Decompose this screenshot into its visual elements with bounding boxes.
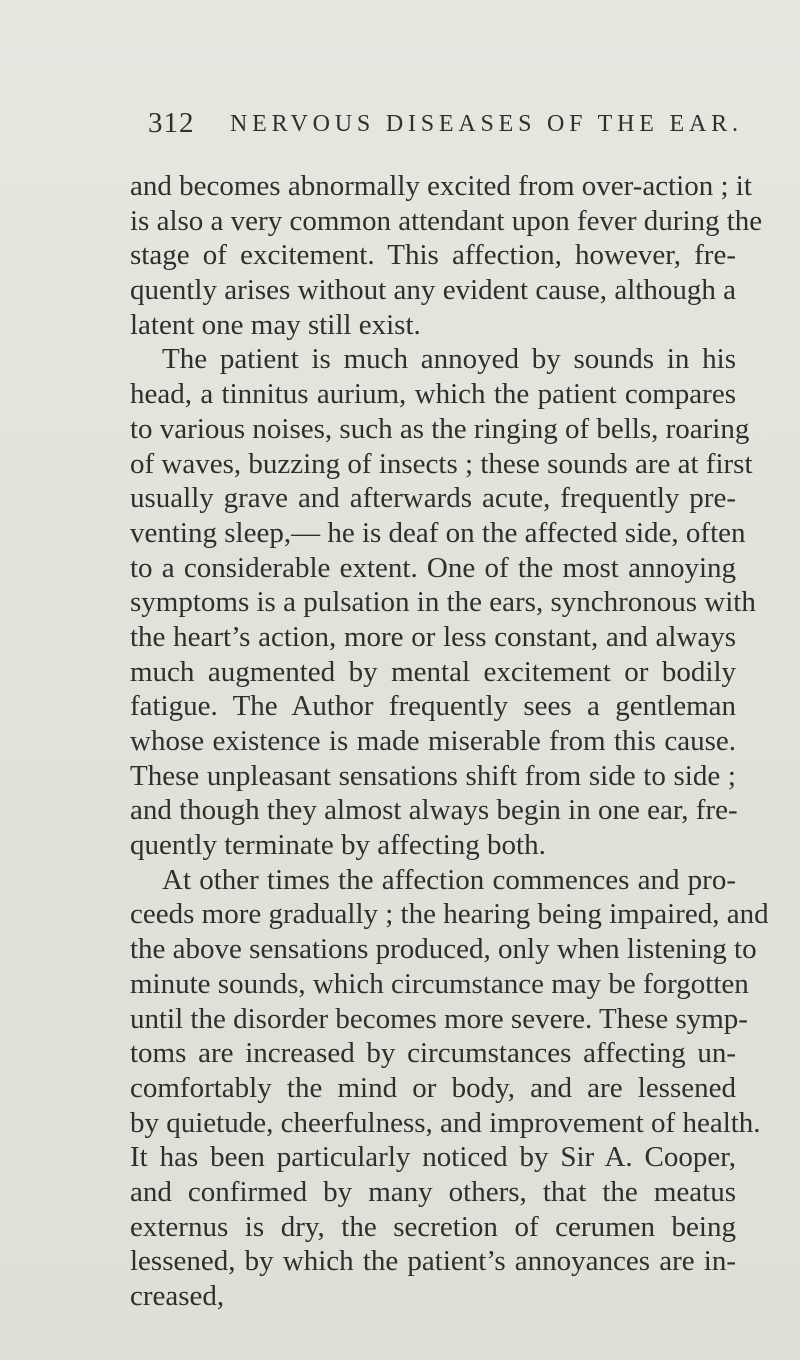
text-line: is also a very common attendant upon fever during the — [130, 204, 763, 237]
text-line: until the disorder becomes more severe. These symp- — [130, 1002, 748, 1035]
text-line: lessened, by which the patient’s annoyances are in- — [130, 1245, 736, 1278]
text-line: comfortably the mind or body, and are lessened — [130, 1071, 736, 1104]
text-line: to various noises, such as the ringing of bells, roaring — [130, 412, 750, 445]
text-line: the above sensations produced, only when listening to — [130, 933, 757, 966]
text-line: stage of excitement. This affection, however, fre- — [130, 239, 736, 272]
text-line: quently terminate by affecting both. — [130, 829, 546, 862]
text-line: ceeds more gradually ; the hearing being impaired, and — [130, 898, 769, 931]
running-head-title: NERVOUS DISEASES OF THE EAR. — [230, 111, 743, 137]
text-line: the heart’s action, more or less constant, and always — [130, 620, 736, 653]
text-line: creased, — [130, 1280, 225, 1312]
text-line: fatigue. The Author frequently sees a gentleman — [130, 690, 736, 723]
text-line: to a considerable extent. One of the most annoying — [130, 551, 736, 584]
text-line: usually grave and afterwards acute, frequently pre- — [130, 482, 736, 515]
text-line: latent one may still exist. — [130, 308, 421, 341]
text-line: by quietude, cheerfulness, and improvement of health. — [130, 1106, 761, 1139]
text-line: quently arises without any evident cause, although a — [130, 274, 736, 307]
text-line: minute sounds, which circumstance may be forgotten — [130, 967, 749, 1000]
text-line: venting sleep,— he is deaf on the affected side, often — [130, 516, 746, 549]
text-line: and confirmed by many others, that the meatus — [130, 1175, 736, 1208]
body-text — [130, 169, 769, 1314]
text-line: symptoms is a pulsation in the ears, synchronous with — [130, 586, 756, 619]
text-line: whose existence is made miserable from this cause. — [130, 725, 736, 757]
text-line: These unpleasant sensations shift from side to side ; — [130, 759, 736, 792]
page-header — [148, 107, 763, 147]
page-number: 312 — [148, 107, 195, 139]
text-line: of waves, buzzing of insects ; these sounds are at first — [130, 447, 753, 480]
paragraph-start-line: At other times the affection commences and pro- — [162, 863, 736, 896]
text-line: It has been particularly noticed by Sir A. Cooper, — [130, 1141, 736, 1174]
paragraph-start-line: The patient is much annoyed by sounds in his — [162, 343, 736, 376]
text-line: head, a tinnitus aurium, which the patient compares — [130, 378, 736, 411]
text-line: and though they almost always begin in one ear, fre- — [130, 794, 738, 827]
text-line: much augmented by mental excitement or bodily — [130, 655, 736, 688]
text-line: toms are increased by circumstances affecting un- — [130, 1037, 736, 1070]
text-line: and becomes abnormally excited from over-action ; it — [130, 170, 752, 202]
text-line: externus is dry, the secretion of cerumen being — [130, 1210, 736, 1243]
